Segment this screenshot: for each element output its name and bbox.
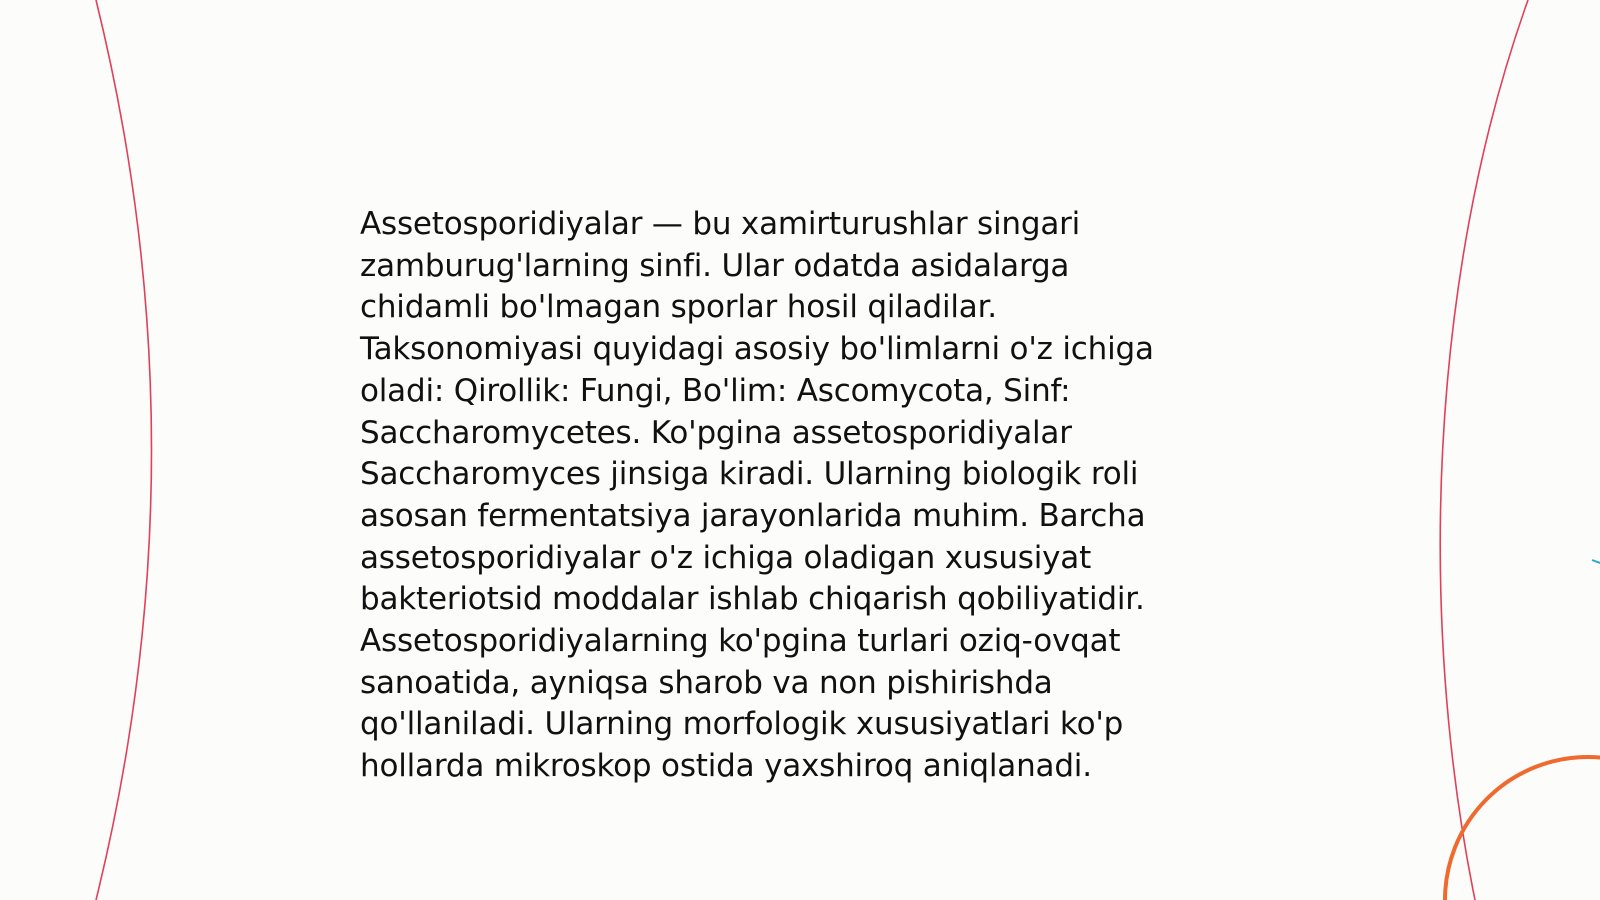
paragraph-line: assetosporidiyalar o'z ichiga oladigan xususiyat <box>360 539 1092 576</box>
paragraph-line: zamburug'larning sinfi. Ular odatda asidalarga <box>360 247 1070 284</box>
paragraph-line: Saccharomyces jinsiga kiradi. Ularning biologik roli <box>360 456 1139 493</box>
paragraph-line: sanoatida, ayniqsa sharob va non pishirishda <box>360 664 1053 701</box>
paragraph-line: bakteriotsid moddalar ishlab chiqarish qobiliyatidir. <box>360 581 1145 618</box>
paragraph-line: Taksonomiyasi quyidagi asosiy bo'limlarni o'z ichiga <box>360 331 1154 368</box>
corner-decorative-arc <box>1445 757 1600 900</box>
paragraph-line: hollarda mikroskop ostida yaxshiroq aniqlanadi. <box>360 748 1092 785</box>
paragraph-line: asosan fermentatsiya jarayonlarida muhim. Barcha <box>360 497 1146 534</box>
body-paragraph <box>360 204 1220 788</box>
edge-accent-mark <box>1592 560 1600 563</box>
paragraph-line: qo'llaniladi. Ularning morfologik xususiyatlari ko'p <box>360 706 1124 743</box>
left-decorative-curve <box>96 0 152 900</box>
paragraph-line: Assetosporidiyalarning ko'pgina turlari oziq-ovqat <box>360 623 1121 660</box>
paragraph-line: Assetosporidiyalar — bu xamirturushlar singari <box>360 206 1081 242</box>
paragraph-line: Saccharomycetes. Ko'pgina assetosporidiyalar <box>360 414 1072 451</box>
right-decorative-curve <box>1440 0 1528 900</box>
paragraph-line: chidamli bo'lmagan sporlar hosil qiladilar. <box>360 289 997 326</box>
paragraph-line: oladi: Qirollik: Fungi, Bo'lim: Ascomycota, Sinf: <box>360 372 1071 409</box>
